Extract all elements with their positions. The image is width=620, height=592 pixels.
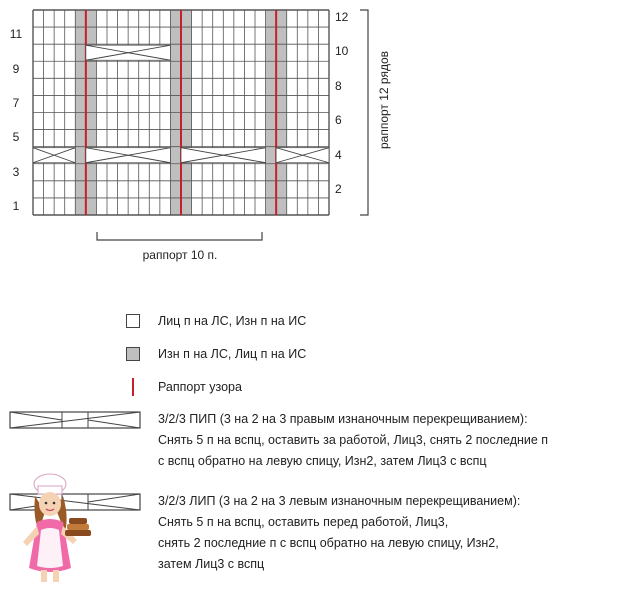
row-number-10: 10 — [335, 44, 349, 58]
cable-cross-symbol — [33, 148, 75, 163]
legend-left-cable-line-1: 3/2/3 ЛИП (3 на 2 на 3 левым изнаночным перекрещиванием): — [158, 494, 521, 508]
row-number-11: 11 — [9, 27, 23, 41]
stitch-repeat-bracket — [97, 232, 262, 240]
red-line-symbol — [132, 378, 134, 396]
legend-purl-text: Изн п на ЛС, Лиц п на ИС — [158, 347, 307, 361]
row-number-4: 4 — [335, 148, 342, 162]
gray-square-symbol — [126, 347, 140, 361]
row-number-6: 6 — [335, 113, 342, 127]
row-repeat-bracket — [360, 10, 368, 215]
cable-cross-symbol — [276, 148, 329, 163]
stitch-repeat-label: раппорт 10 п. — [142, 248, 218, 262]
cable-cross-symbol — [86, 45, 171, 60]
row-number-3: 3 — [12, 165, 20, 179]
cable-cross-symbol — [181, 148, 266, 163]
legend-knit-text: Лиц п на ЛС, Изн п на ИС — [158, 314, 307, 328]
row-number-2: 2 — [335, 182, 342, 196]
legend-left-cable-line-4: затем Лиц3 с вспц — [158, 557, 265, 571]
row-number-8: 8 — [335, 79, 342, 93]
chart-grid — [33, 10, 329, 215]
row-number-1: 1 — [12, 199, 20, 213]
row-number-9: 9 — [12, 62, 20, 76]
legend-right-cable-line-1: 3/2/3 ПИП (3 на 2 на 3 правым изнаночным перекрещиванием): — [158, 412, 528, 426]
legend-right-cable-line-3: с вспц обратно на левую спицу, Изн2, затем Лиц3 с вспц — [158, 454, 487, 468]
row-repeat-label: раппорт 12 рядов — [377, 50, 391, 150]
legend-left-cable-text — [158, 491, 520, 575]
right-cross-cable-symbol — [10, 412, 140, 428]
legend-right-cable-text — [158, 409, 548, 472]
row-number-5: 5 — [12, 130, 20, 144]
legend-left-cable-line-2: Снять 5 п на вспц, оставить перед работой, Лиц3, — [158, 515, 449, 529]
legend-repeat-text: Раппорт узора — [158, 380, 242, 394]
legend-left-cable-line-3: снять 2 последние п с вспц обратно на левую спицу, Изн2, — [158, 536, 499, 550]
white-square-symbol — [126, 314, 140, 328]
chef-mascot-image — [5, 470, 100, 585]
legend-right-cable-line-2: Снять 5 п на вспц, оставить за работой, Лиц3, снять 2 последние п — [158, 433, 549, 447]
row-number-12: 12 — [335, 10, 349, 24]
cable-cross-symbol — [86, 148, 171, 163]
row-number-7: 7 — [12, 96, 20, 110]
